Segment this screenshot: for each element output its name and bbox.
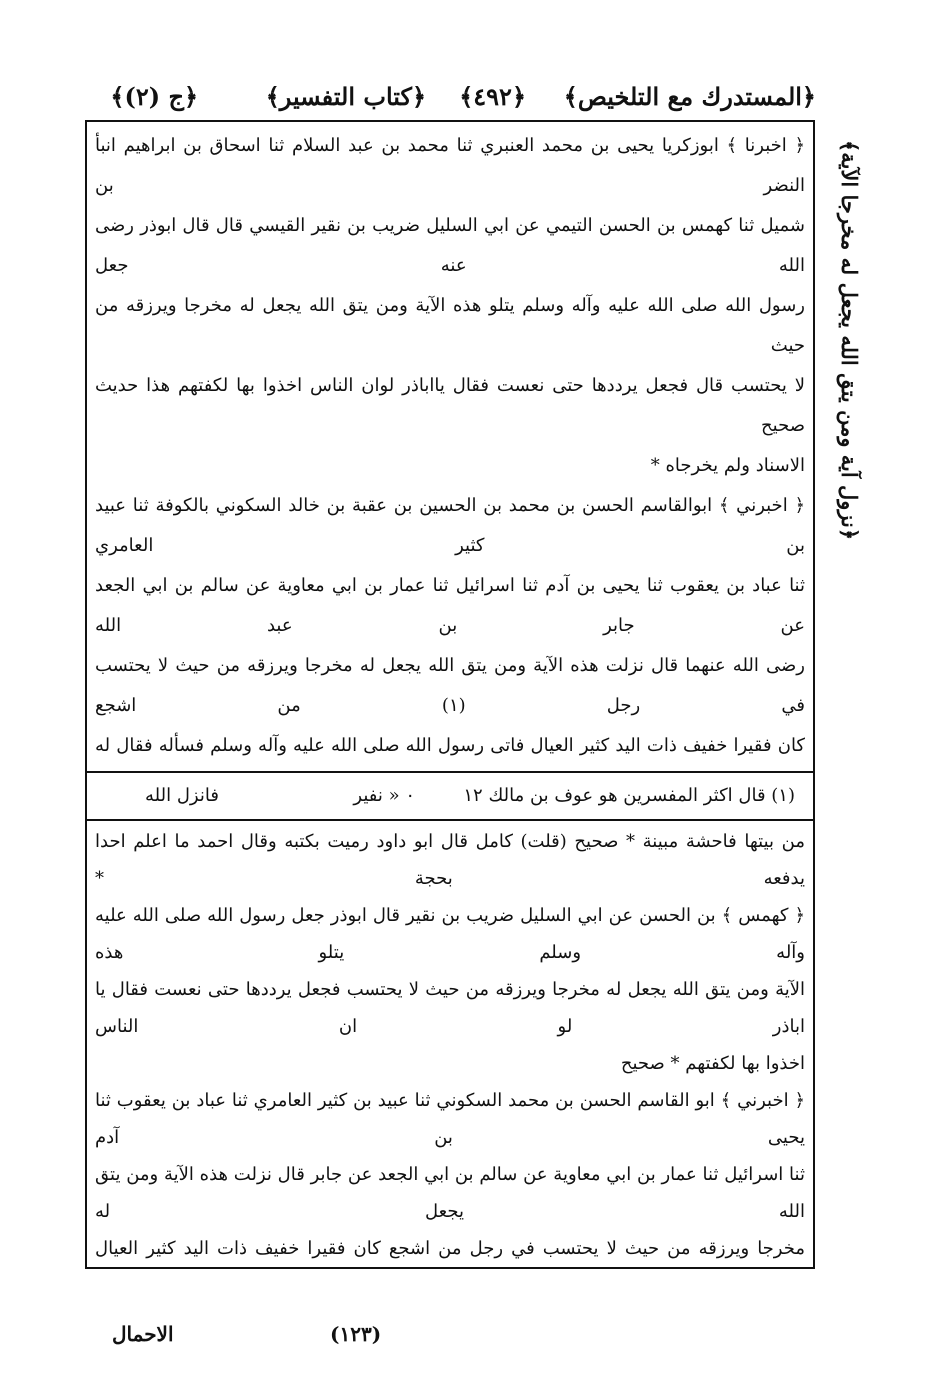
text-line: من بيتها فاحشة مبينة * صحيح (قلت) كامل قال ابو داود رميت بكتبه وقال احمد ما اعلم احدا يدفعه بحجة * — [95, 831, 805, 889]
footnote — [105, 777, 795, 815]
header-volume: ﴿ج (٢)﴾ — [110, 82, 198, 111]
footnote-left: فانزل الله — [145, 785, 219, 806]
main-text-block — [95, 126, 805, 766]
text-line: ﴿ اخبرني ﴾ ابو القاسم الحسن بن محمد السكوني ثنا عبيد بن كثير العامري ثنا عباد بن يعقوب ثنا يحيى بن آدم — [95, 1090, 805, 1148]
text-line: رضى الله عنهما قال نزلت هذه الآية ومن يتق الله يجعل له مخرجا ويرزقه من حيث لا يحتسب في رجل (١) من اشجع — [95, 655, 805, 716]
footnote-mid: ٠ « نفير — [353, 785, 415, 806]
text-line: كان فقيرا خفيف ذات اليد كثير العيال فاتى رسول الله صلى الله عليه وآله وسلم فسأله فقال له — [95, 735, 805, 756]
text-frame — [85, 122, 815, 1269]
text-line: الآية ومن يتق الله يجعل له مخرجا ويرزقه من حيث لا يحتسب فجعل يرددها حتى نعست فقال يا اباذر لو ان الناس — [95, 979, 805, 1037]
footnote-rule-bottom — [87, 819, 813, 821]
text-line: رسول الله صلى الله عليه وآله وسلم يتلو هذه الآية ومن يتق الله يجعل له مخرجا ويرزقه من حيث — [95, 295, 805, 356]
text-line: الاسناد ولم يخرجاه * — [650, 455, 805, 476]
talkhis-text-block — [95, 823, 805, 1267]
text-line: ﴿ كهمس ﴾ بن الحسن عن ابي السليل ضريب بن نقير قال ابوذر جعل رسول الله صلى الله عليه وآله وسلم يتلو هذه — [95, 905, 805, 963]
footer-page-number: (١٢٣) — [330, 1322, 382, 1346]
footer-catchword: الاحمال — [112, 1322, 174, 1346]
text-line: ثنا عباد بن يعقوب ثنا يحيى بن آدم ثنا اسرائيل ثنا عمار بن ابي معاوية عن سالم بن ابي الجعد عن جابر بن عبد الله — [95, 575, 805, 636]
text-line: ﴿ اخبرني ﴾ ابوالقاسم الحسن بن محمد بن الحسين بن عقبة بن خالد السكوني بالكوفة ثنا عبيد بن كثير العامري — [95, 495, 805, 556]
header-page-number: ﴿٤٩٢﴾ — [459, 82, 526, 111]
footnote-text: (١) قال اكثر المفسرين هو عوف بن مالك ١٢ — [463, 785, 795, 806]
text-line: ثنا اسرائيل ثنا عمار بن ابي معاوية عن سالم بن ابي الجعد عن جابر قال نزلت هذه الآية ومن يتق الله يجعل له — [95, 1164, 805, 1222]
text-line: لا يحتسب قال فجعل يرددها حتى نعست فقال يااباذر لوان الناس اخذوا بها لكفتهم هذا حديث صحيح — [95, 375, 805, 436]
footnote-rule-top — [87, 771, 813, 773]
text-line: مخرجا ويرزقه من حيث لا يحتسب في رجل من اشجع كان فقيرا خفيف ذات اليد كثير العيال — [95, 1238, 805, 1259]
text-line: ﴿ اخبرنا ﴾ ابوزكريا يحيى بن محمد العنبري ثنا محمد بن عبد السلام ثنا اسحاق بن ابراهيم انبأ النضر بن — [95, 135, 805, 196]
text-line: اخذوا بها لكفتهم * صحيح — [620, 1053, 805, 1074]
text-line: شميل ثنا كهمس بن الحسن التيمي عن ابي السليل ضريب بن نقير القيسي قال قال ابوذر رضى الله عنه جعل — [95, 215, 805, 276]
header-section-title: ﴿كتاب التفسير﴾ — [265, 82, 426, 111]
margin-note: ﴿نزول آية ومن يتق الله يجعل له مخرجا الآية﴾ — [837, 140, 862, 540]
header-book-title: ﴿المستدرك مع التلخيص﴾ — [563, 82, 816, 111]
